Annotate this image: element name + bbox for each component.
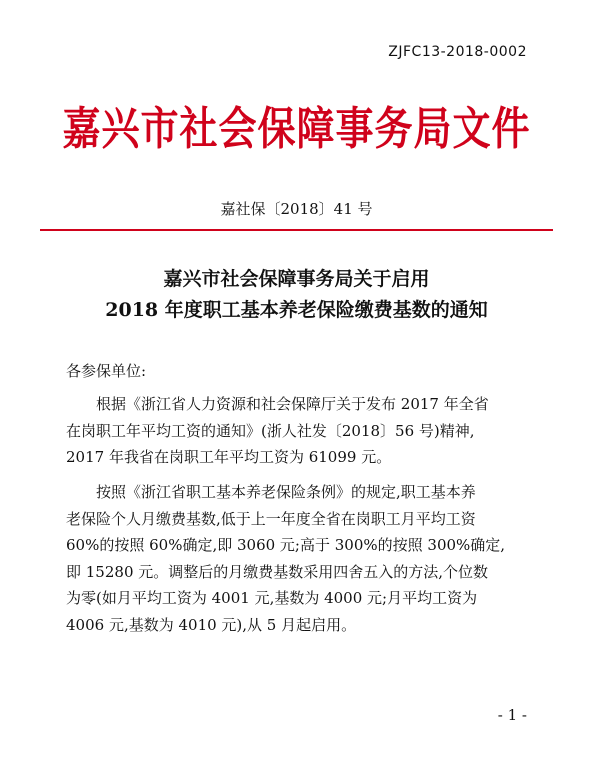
document-code: ZJFC13-2018-0002 xyxy=(388,44,527,60)
body-paragraph xyxy=(66,479,536,638)
paragraph-line: 即 15280 元。调整后的月缴费基数采用四舍五入的方法,个位数 xyxy=(66,562,489,581)
paragraph-line: 按照《浙江省职工基本养老保险条例》的规定,职工基本养 xyxy=(96,483,476,501)
paragraph-line: 4006 元,基数为 4010 元),从 5 月起启用。 xyxy=(66,615,357,634)
salutation: 各参保单位: xyxy=(66,362,147,380)
document-number: 嘉社保〔2018〕41 号 xyxy=(220,200,373,218)
paragraph-line: 为零(如月平均工资为 4001 元,基数为 4000 元;月平均工资为 xyxy=(66,589,478,607)
paragraph-line: 60%的按照 60%确定,即 3060 元;高于 300%的按照 300%确定, xyxy=(66,536,506,554)
issuer-header: 嘉兴市社会保障事务局文件 xyxy=(62,102,531,155)
paragraph-line: 老保险个人月缴费基数,低于上一年度全省在岗职工月平均工资 xyxy=(66,509,476,528)
notice-title-line: 嘉兴市社会保障事务局关于启用 xyxy=(163,268,430,290)
paragraph-line: 2017 年我省在岗职工年平均工资为 61099 元。 xyxy=(66,448,392,466)
body-paragraph xyxy=(66,391,536,471)
paragraph-line: 在岗职工年平均工资的通知》(浙人社发〔2018〕56 号)精神, xyxy=(66,421,475,440)
red-divider xyxy=(40,229,553,231)
notice-title-line: 2018 年度职工基本养老保险缴费基数的通知 xyxy=(105,299,488,321)
notice-title xyxy=(0,264,593,326)
paragraph-line: 根据《浙江省人力资源和社会保障厅关于发布 2017 年全省 xyxy=(96,395,489,413)
page-number: - 1 - xyxy=(497,706,527,724)
